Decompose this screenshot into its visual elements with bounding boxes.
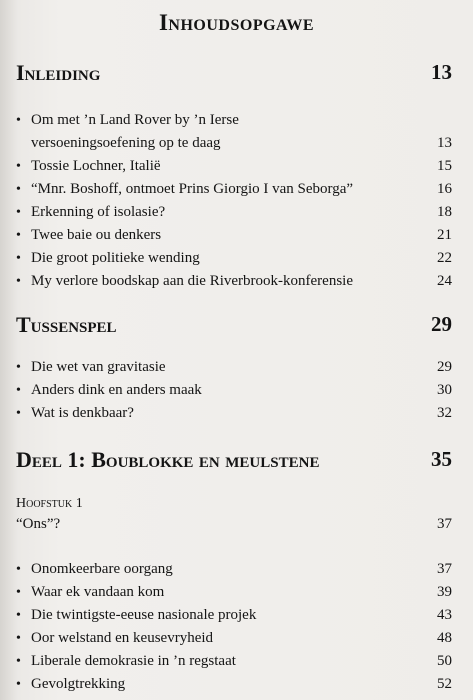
- entry-page-number: 16: [437, 181, 452, 197]
- entry-title: Die twintigste-eeuse nasionale projek: [31, 607, 257, 623]
- entry-title: Wat is denkbaar?: [31, 405, 134, 421]
- bullet-icon: •: [16, 182, 21, 197]
- entry-page-number: 18: [437, 204, 452, 220]
- toc-entry: [16, 109, 452, 155]
- toc-entry: [16, 581, 452, 604]
- bullet-icon: •: [16, 562, 21, 577]
- entry-page-number: 52: [437, 676, 452, 692]
- section-page-number: 29: [431, 312, 452, 336]
- chapter-heading: [16, 516, 452, 533]
- entry-title: Liberale demokrasie in ’n regstaat: [31, 653, 236, 669]
- section-title: Tussenspel: [16, 312, 117, 337]
- bullet-icon: •: [16, 654, 21, 669]
- entry-title: Die groot politieke wending: [31, 250, 200, 266]
- page-title: Inhoudsopgawe: [158, 10, 315, 35]
- entry-title: Om met ’n Land Rover by ’n Ierse: [31, 112, 239, 128]
- chapter-label: Hoofstuk 1: [16, 496, 83, 511]
- chapter-title: “Ons”?: [16, 516, 61, 532]
- section-title: Inleiding: [16, 60, 101, 85]
- bullet-icon: •: [16, 159, 21, 174]
- entry-title: Erkenning of isolasie?: [31, 204, 166, 220]
- section-page-number: 35: [431, 447, 452, 471]
- bullet-icon: •: [16, 205, 21, 220]
- toc-entry: [16, 673, 452, 696]
- toc-entry: [16, 178, 452, 201]
- entry-page-number: 32: [437, 405, 452, 421]
- section-heading-inleiding: [16, 60, 452, 86]
- bullet-icon: •: [16, 383, 21, 398]
- section-heading-deel-1: [16, 447, 452, 473]
- bullet-icon: •: [16, 406, 21, 421]
- entry-page-number: 43: [437, 607, 452, 623]
- bullet-icon: •: [16, 113, 21, 128]
- toc-entry: [16, 379, 452, 402]
- entry-title: Tossie Lochner, Italië: [31, 158, 161, 174]
- bullet-icon: •: [16, 677, 21, 692]
- bullet-icon: •: [16, 251, 21, 266]
- bullet-icon: •: [16, 608, 21, 623]
- bullet-icon: •: [16, 228, 21, 243]
- entry-page-number: 30: [437, 382, 452, 398]
- toc-entry: [16, 402, 452, 425]
- entry-title: Twee baie ou denkers: [31, 227, 162, 243]
- toc-list-inleiding: [16, 109, 452, 293]
- toc-entry: [16, 356, 452, 379]
- entry-title-continued: versoeningsoefening op te daag: [31, 135, 221, 151]
- section-heading-tussenspel: [16, 312, 452, 338]
- toc-entry: [16, 558, 452, 581]
- entry-page-number: 21: [437, 227, 452, 243]
- chapter-page-number: 37: [437, 516, 452, 532]
- entry-page-number: 29: [437, 359, 452, 375]
- toc-entry: [16, 201, 452, 224]
- toc-entry: [16, 270, 452, 293]
- entry-title: My verlore boodskap aan die Riverbrook-konferensie: [31, 273, 353, 289]
- toc-entry: [16, 155, 452, 178]
- entry-title: Die wet van gravitasie: [31, 359, 166, 375]
- toc-entry: [16, 247, 452, 270]
- bullet-icon: •: [16, 360, 21, 375]
- entry-title: Oor welstand en keusevryheid: [31, 630, 214, 646]
- bullet-icon: •: [16, 585, 21, 600]
- toc-entry: [16, 604, 452, 627]
- entry-page-number: 24: [437, 273, 452, 289]
- entry-page-number: 22: [437, 250, 452, 266]
- toc-entry: [16, 650, 452, 673]
- bullet-icon: •: [16, 631, 21, 646]
- entry-page-number: 48: [437, 630, 452, 646]
- entry-title: Onomkeerbare oorgang: [31, 561, 173, 577]
- entry-title: “Mnr. Boshoff, ontmoet Prins Giorgio I van Seborga”: [31, 181, 354, 197]
- entry-title: Anders dink en anders maak: [31, 382, 202, 398]
- entry-page-number: 37: [437, 561, 452, 577]
- toc-entry: [16, 224, 452, 247]
- entry-page-number: 50: [437, 653, 452, 669]
- entry-page-number: 15: [437, 158, 452, 174]
- toc-entry: [16, 627, 452, 650]
- entry-page-number: 13: [437, 135, 452, 151]
- entry-title: Waar ek vandaan kom: [31, 584, 165, 600]
- toc-list-tussenspel: [16, 356, 452, 425]
- section-title: Deel 1: Boublokke en meulstene: [16, 447, 320, 472]
- toc-list-hoofstuk-1: [16, 558, 452, 696]
- section-page-number: 13: [431, 60, 452, 84]
- entry-page-number: 39: [437, 584, 452, 600]
- entry-title: Gevolgtrekking: [31, 676, 126, 692]
- bullet-icon: •: [16, 274, 21, 289]
